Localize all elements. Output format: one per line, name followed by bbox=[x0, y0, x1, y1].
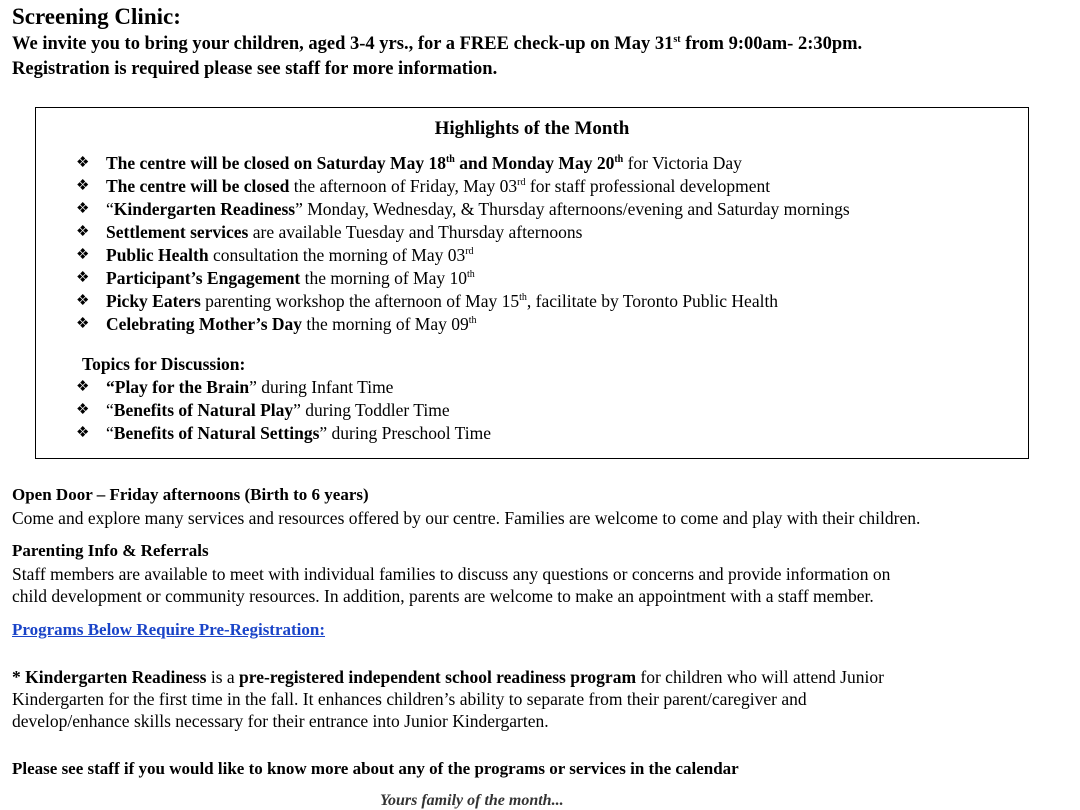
programs-pre-registration-link[interactable]: Programs Below Require Pre-Registration: bbox=[12, 620, 326, 639]
diamond-bullet-icon: ❖ bbox=[76, 224, 90, 240]
list-item: ❖ “Benefits of Natural Settings” during Preschool Time bbox=[76, 423, 491, 443]
topics-list bbox=[76, 376, 491, 445]
highlights-list bbox=[76, 152, 850, 336]
footer-note: Please see staff if you would like to know more about any of the programs or services in the calendar bbox=[12, 759, 739, 778]
open-door-text: Come and explore many services and resources offered by our centre. Families are welcome to come and play with their children. bbox=[12, 508, 921, 528]
list-item: ❖ Participant’s Engagement the morning of May 10th bbox=[76, 268, 475, 288]
cut-off-line: Yours family of the month... bbox=[380, 792, 564, 809]
topics-title: Topics for Discussion: bbox=[82, 354, 246, 374]
list-item: ❖ Celebrating Mother’s Day the morning of May 09th bbox=[76, 314, 477, 334]
diamond-bullet-icon: ❖ bbox=[76, 178, 90, 194]
screening-title: Screening Clinic: bbox=[12, 4, 181, 29]
kindergarten-text-line3: develop/enhance skills necessary for their entrance into Junior Kindergarten. bbox=[12, 711, 549, 731]
list-item: ❖ The centre will be closed the afternoon of Friday, May 03rd for staff professional development bbox=[76, 176, 771, 196]
diamond-bullet-icon: ❖ bbox=[76, 293, 90, 309]
highlights-title: Highlights of the Month bbox=[434, 118, 630, 139]
diamond-bullet-icon: ❖ bbox=[76, 270, 90, 286]
highlights-box bbox=[35, 107, 1029, 459]
kindergarten-text-line2: Kindergarten for the first time in the fall. It enhances children’s ability to separate from their parent/caregiver and bbox=[12, 689, 807, 709]
open-door-title: Open Door – Friday afternoons (Birth to 6 years) bbox=[12, 485, 369, 504]
diamond-bullet-icon: ❖ bbox=[76, 425, 90, 441]
list-item: ❖ The centre will be closed on Saturday May 18th and Monday May 20th for Victoria Day bbox=[76, 153, 742, 173]
diamond-bullet-icon: ❖ bbox=[76, 247, 90, 263]
list-item: ❖ “Play for the Brain” during Infant Time bbox=[76, 377, 394, 397]
list-item: ❖ Settlement services are available Tuesday and Thursday afternoons bbox=[76, 222, 583, 242]
diamond-bullet-icon: ❖ bbox=[76, 201, 90, 217]
screening-invite-line: We invite you to bring your children, aged 3-4 yrs., for a FREE check-up on May 31st from 9:00am- 2:30pm. bbox=[12, 33, 863, 54]
diamond-bullet-icon: ❖ bbox=[76, 316, 90, 332]
list-item: ❖ “Benefits of Natural Play” during Toddler Time bbox=[76, 400, 450, 420]
diamond-bullet-icon: ❖ bbox=[76, 155, 90, 171]
list-item: ❖ Picky Eaters parenting workshop the afternoon of May 15th, facilitate by Toronto Public Health bbox=[76, 291, 779, 311]
parenting-text-line2: child development or community resources. In addition, parents are welcome to make an appointment with a staff member. bbox=[12, 586, 874, 606]
diamond-bullet-icon: ❖ bbox=[76, 402, 90, 418]
list-item: ❖ Public Health consultation the morning of May 03rd bbox=[76, 245, 474, 265]
diamond-bullet-icon: ❖ bbox=[76, 379, 90, 395]
screening-registration-line: Registration is required please see staff for more information. bbox=[12, 59, 498, 79]
parenting-title: Parenting Info & Referrals bbox=[12, 541, 209, 560]
list-item: ❖ “Kindergarten Readiness” Monday, Wednesday, & Thursday afternoons/evening and Saturday mornings bbox=[76, 199, 850, 219]
kindergarten-text-line1: * Kindergarten Readiness is a pre-registered independent school readiness program for children who will attend Junior bbox=[12, 667, 884, 687]
parenting-text-line1: Staff members are available to meet with individual families to discuss any questions or concerns and provide information on bbox=[12, 564, 891, 584]
